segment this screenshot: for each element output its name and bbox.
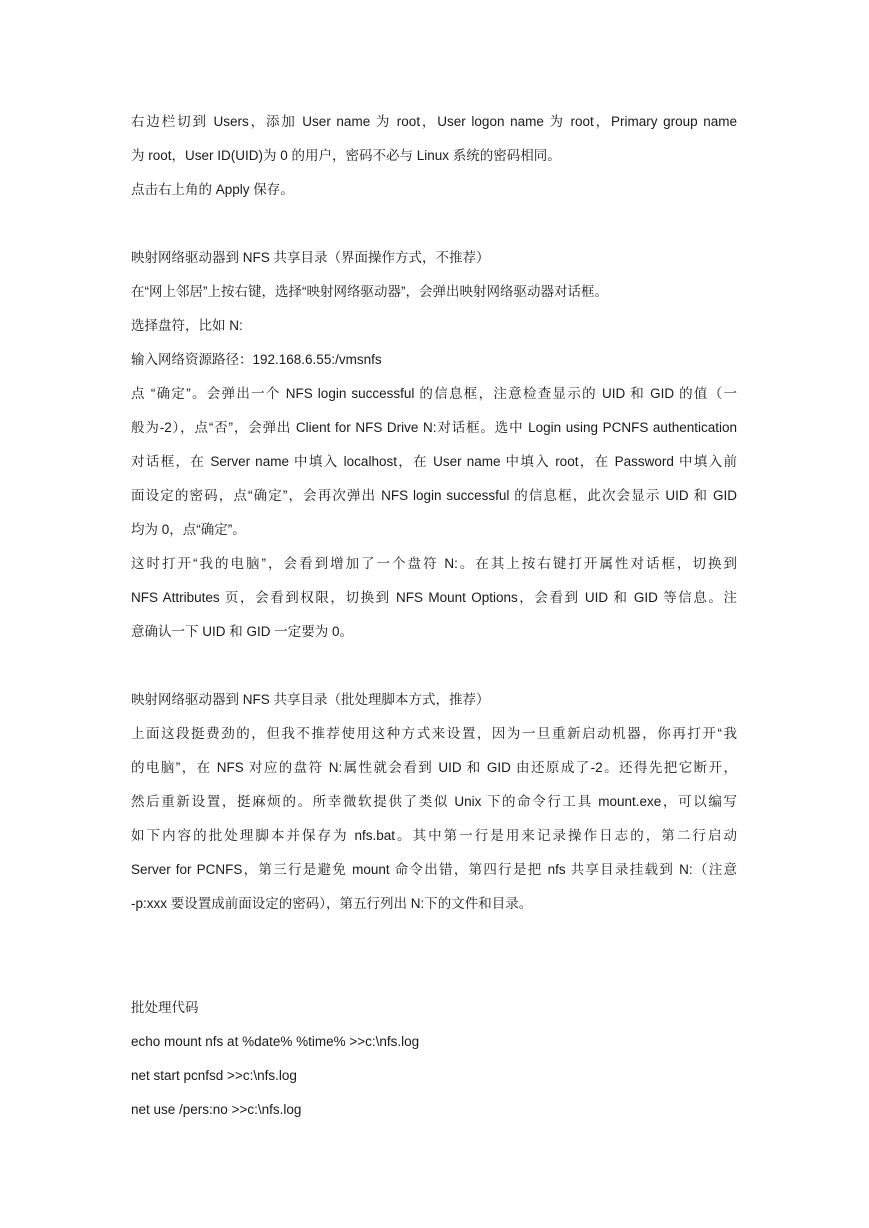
- paragraph-line: 点 “确定”。会弹出一个 NFS login successful 的信息框，注意检查显示的 UID 和 GID 的值（一: [131, 386, 737, 401]
- section-heading: 映射网络驱动器到 NFS 共享目录（界面操作方式，不推荐）: [131, 250, 490, 265]
- code-line: net use /pers:no >>c:\nfs.log: [131, 1102, 302, 1117]
- paragraph-line: 般为-2），点“否”，会弹出 Client for NFS Drive N:对话框。选中 Login using PCNFS authentication: [131, 420, 737, 435]
- paragraph-line: 选择盘符，比如 N:: [131, 318, 243, 333]
- paragraph-line: 如下内容的批处理脚本并保存为 nfs.bat。其中第一行是用来记录操作日志的，第二行启动: [131, 828, 737, 843]
- paragraph-line: Server for PCNFS，第三行是避免 mount 命令出错，第四行是把 nfs 共享目录挂载到 N:（注意: [131, 862, 737, 877]
- paragraph-line: 然后重新设置，挺麻烦的。所幸微软提供了类似 Unix 下的命令行工具 mount.exe，可以编写: [131, 794, 737, 809]
- paragraph-line: 意确认一下 UID 和 GID 一定要为 0。: [131, 624, 354, 639]
- paragraph-line: 面设定的密码，点“确定”，会再次弹出 NFS login successful 的信息框，此次会显示 UID 和 GID: [131, 488, 737, 503]
- paragraph-line: 均为 0，点“确定”。: [131, 522, 246, 537]
- code-line: echo mount nfs at %date% %time% >>c:\nfs.log: [131, 1034, 420, 1049]
- code-line: net start pcnfsd >>c:\nfs.log: [131, 1068, 297, 1083]
- section-heading: 映射网络驱动器到 NFS 共享目录（批处理脚本方式，推荐）: [131, 692, 490, 707]
- paragraph-line: 在“网上邻居”上按右键，选择“映射网络驱动器”，会弹出映射网络驱动器对话框。: [131, 284, 608, 299]
- code-heading: 批处理代码: [131, 1000, 199, 1015]
- paragraph-line: NFS Attributes 页，会看到权限，切换到 NFS Mount Options，会看到 UID 和 GID 等信息。注: [131, 590, 737, 605]
- paragraph-line: 右边栏切到 Users，添加 User name 为 root，User logon name 为 root，Primary group name: [131, 114, 737, 129]
- paragraph-line: 输入网络资源路径：192.168.6.55:/vmsnfs: [131, 352, 382, 367]
- paragraph-line: 这时打开“我的电脑”，会看到增加了一个盘符 N:。在其上按右键打开属性对话框，切换到: [131, 556, 737, 571]
- paragraph-line: -p:xxx 要设置成前面设定的密码），第五行列出 N:下的文件和目录。: [131, 896, 533, 911]
- paragraph-line: 对话框，在 Server name 中填入 localhost，在 User name 中填入 root，在 Password 中填入前: [131, 454, 737, 469]
- paragraph-line: 点击右上角的 Apply 保存。: [131, 182, 294, 197]
- paragraph-line: 的电脑”，在 NFS 对应的盘符 N:属性就会看到 UID 和 GID 由还原成了-2。还得先把它断开，: [131, 760, 737, 775]
- paragraph-line: 上面这段挺费劲的，但我不推荐使用这种方式来设置，因为一旦重新启动机器，你再打开“我: [131, 726, 737, 741]
- paragraph-line: 为 root，User ID(UID)为 0 的用户，密码不必与 Linux 系统的密码相同。: [131, 148, 561, 163]
